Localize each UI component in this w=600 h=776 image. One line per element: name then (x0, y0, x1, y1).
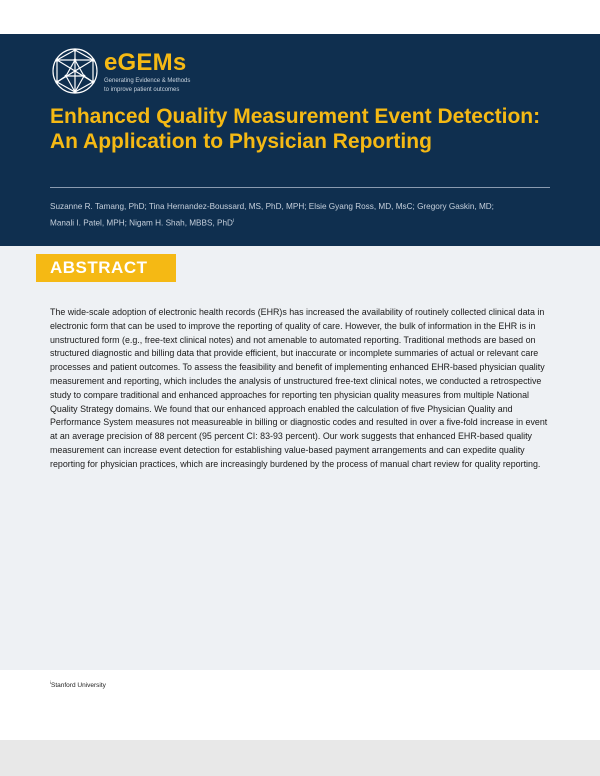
journal-tagline-line1: Generating Evidence & Methods (104, 78, 191, 84)
page-footer (0, 740, 600, 776)
paper-header (0, 34, 600, 246)
affiliation-footnote (50, 680, 106, 689)
author-list (50, 200, 555, 231)
authors-line1: Suzanne R. Tamang, PhD; Tina Hernandez-Boussard, MS, PhD, MPH; Elsie Gyang Ross, MD, MsC; Gregory Gaskin, MD; (50, 202, 494, 211)
top-margin (0, 0, 600, 34)
header-divider (50, 187, 550, 188)
footnote-marker: i (50, 680, 51, 685)
institution-name: Stanford University (51, 682, 106, 690)
journal-brand (104, 50, 190, 94)
affiliation-marker: i (232, 218, 235, 224)
journal-tagline-line2: to improve patient outcomes (104, 87, 180, 93)
abstract-text: The wide-scale adoption of electronic health records (EHR)s has increased the availability of routinely collected clinical data in electronic form that can be used to improve the reporting of quality of care. However, the bulk of information in the EHR is in unstructured form (e.g., free-text clinical notes) and not amenable to automated reporting. Traditional methods are based on structured diagnostic and billing data that provide efficient, but inaccurate or incomplete summaries of actual or relevant care processes and patient outcomes. To assess the feasibility and benefit of implementing enhanced EHR-based physician quality measurement and reporting, which includes the analysis of unstructured free-text clinical notes, we conducted a retrospective study to compare traditional and enhanced approaches for reporting ten physician quality measures from multiple National Quality Strategy domains. We found that our enhanced approach enabled the calculation of five Physician Quality and Performance System measures not measureable in billing or diagnostic codes and resulted in over a five-fold increase in event at an average precision of 88 percent (95 percent CI: 83-93 percent). Our work suggests that enhanced EHR-based quality measurement can increase event detection for establishing value-based payment arrangements and can expedite quality reporting for physician practices, which are increasingly burdened by the process of manual chart review for quality reporting. (50, 307, 548, 469)
abstract-heading: ABSTRACT (36, 254, 176, 282)
paper-title: Enhanced Quality Measurement Event Detection: An Application to Physician Reporting (50, 105, 541, 153)
journal-name: eGEMs (104, 49, 187, 76)
geodesic-globe-icon (50, 46, 100, 96)
authors-line2: Manali I. Patel, MPH; Nigam H. Shah, MBBS, PhD (50, 218, 233, 228)
